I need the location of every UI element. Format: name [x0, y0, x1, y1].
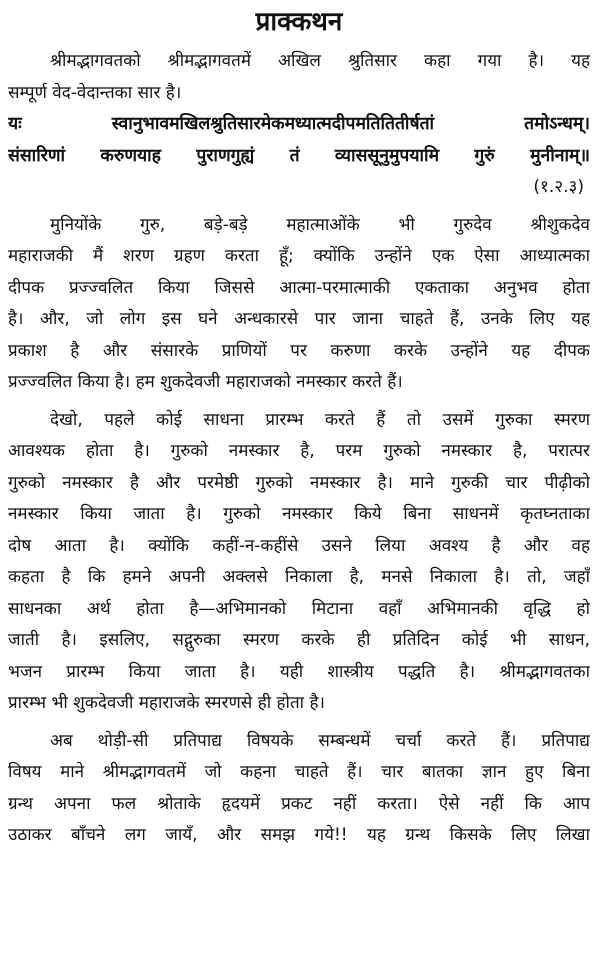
paragraph-line: गुरुको नमस्कार है और परमेष्ठी गुरुको नमस्कार है। माने गुरुकी चार पीढ़ीको: [8, 472, 590, 493]
paragraph-line: कहता है कि हमने अपनी अक्लसे निकाला है, मनसे निकाला है। तो, जहाँ: [8, 567, 590, 587]
paragraph-line: जाती है। इसलिए, सद्गुरुका स्मरण करके ही प्रतिदिन कोई भी साधन,: [8, 630, 590, 650]
paragraph-3: [8, 726, 590, 852]
intro-line: श्रीमद्भागवतको श्रीमद्भागवतमें अखिल श्रुतिसार कहा गया है। यह: [50, 51, 590, 71]
paragraph-line: दोष आता है। क्योंकि कहीं-न-कहींसे उसने लिया अवश्य है और वह: [8, 535, 590, 556]
verse-reference: (१.२.३): [533, 177, 584, 197]
paragraph-line: विषय माने श्रीमद्भागवतमें जो कहना चाहते हैं। चार बातका ज्ञान हुए बिना: [8, 762, 590, 782]
paragraph-1: [8, 210, 590, 399]
paragraph-line: ग्रन्थ अपना फल श्रोताके हृदयमें प्रकट नहीं करता। ऐसे नहीं कि आप: [8, 793, 590, 814]
paragraph-line: मुनियोंके गुरु, बड़े-बड़े महात्माओंके भी गुरुदेव श्रीशुकदेव: [50, 214, 590, 235]
paragraph-line: अब थोड़ी-सी प्रतिपाद्य विषयके सम्बन्धमें चर्चा करते हैं। प्रतिपाद्य: [50, 730, 590, 751]
paragraph-line: महाराजकी मैं शरण ग्रहण करता हूँ; क्योंकि उन्होंने एक ऐसा आध्यात्मका: [8, 246, 590, 266]
paragraph-line: देखो, पहले कोई साधना प्रारम्भ करते हैं तो उसमें गुरुका स्मरण: [50, 409, 590, 430]
intro-paragraph: [8, 46, 590, 109]
paragraph-line: प्रारम्भ भी शुकदेवजी महाराजके स्मरणसे ही होता है।: [8, 693, 325, 713]
paragraph-line: प्रकाश है और संसारके प्राणियों पर करुणा करके उन्होंने यह दीपक: [8, 340, 590, 361]
intro-line: सम्पूर्ण वेद-वेदान्तका सार है।: [8, 82, 182, 103]
paragraph-line: आवश्यक होता है। गुरुको नमस्कार है, परम गुरुको नमस्कार है, परात्पर: [8, 441, 590, 461]
verse-line: संसारिणां करुणयाह पुराणगुह्यं तं व्याससूनुमुपयामि गुरुं मुनीनाम्॥: [8, 145, 590, 166]
verse-line: यः स्वानुभावमखिलश्रुतिसारमेकमध्यात्मदीपमतितितीर्षतां तमोऽन्धम्।: [8, 114, 590, 134]
sanskrit-verse: [8, 109, 590, 204]
paragraph-line: उठाकर बाँचने लग जायँ, और समझ गये!! यह ग्रन्थ किसके लिए लिखा: [8, 825, 590, 845]
paragraph-line: दीपक प्रज्ज्वलित किया जिससे आत्मा-परमात्माकी एकताका अनुभव होता: [8, 277, 590, 298]
paragraph-line: है। और, जो लोग इस घने अन्धकारसे पार जाना चाहते हैं, उनके लिए यह: [8, 309, 590, 329]
paragraph-line: प्रज्ज्वलित किया है। हम शुकदेवजी महाराजको नमस्कार करते हैं।: [8, 372, 403, 392]
paragraph-line: भजन प्रारम्भ किया जाता है। यही शास्त्रीय पद्धति है। श्रीमद्भागवतका: [8, 661, 590, 682]
paragraph-line: नमस्कार किया जाता है। गुरुको नमस्कार किये बिना साधनमें कृतघ्नताका: [8, 504, 590, 524]
paragraph-line: साधनका अर्थ होता है—अभिमानको मिटाना वहाँ अभिमानकी वृद्धि हो: [8, 598, 590, 619]
page-title: प्राक्कथन: [255, 7, 343, 37]
paragraph-2: [8, 405, 590, 720]
